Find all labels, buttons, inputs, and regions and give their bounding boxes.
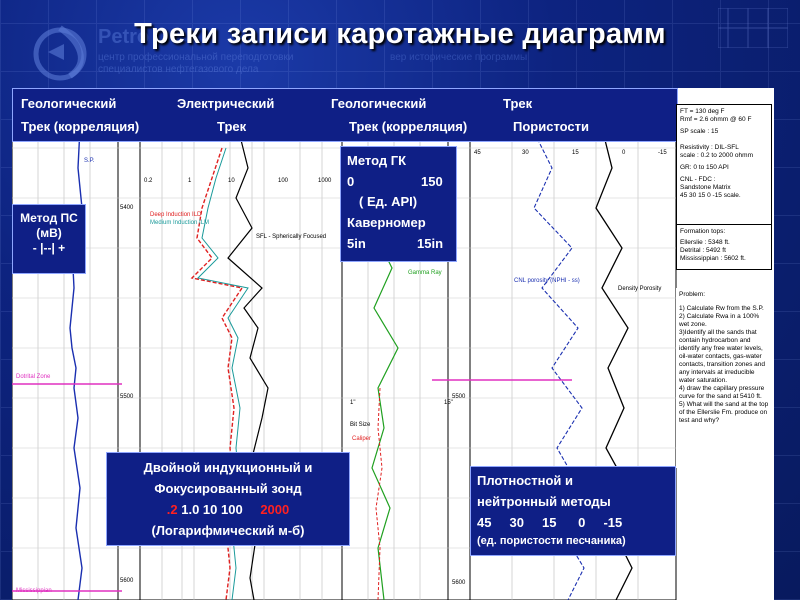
induction-line-2: Фокусированный зонд xyxy=(154,481,302,496)
info-line-8: Sandstone Matrix xyxy=(680,184,731,191)
scale-02: 0.2 xyxy=(144,178,153,184)
porosity-track-sub: Пористости xyxy=(513,119,590,134)
bit-size-label: Bit Size xyxy=(350,422,371,428)
info-line-4: Resistivity : DIL-SFL xyxy=(680,144,739,151)
detrital-zone-label: Dotrital Zone xyxy=(16,374,51,380)
info-line-9: 45 30 15 0 -15 scale. xyxy=(680,192,741,199)
gk-line-1: Метод ГК xyxy=(347,153,407,168)
geo-track-2-sub: Трек (корреляция) xyxy=(349,119,468,134)
scale-1: 1 xyxy=(188,178,192,184)
electric-track-sub: Трек xyxy=(217,119,247,134)
induction-callout xyxy=(106,452,350,546)
logo-text: Petro xyxy=(98,26,150,48)
ps-method-callout xyxy=(12,204,86,274)
depth-5500: 5500 xyxy=(120,394,134,400)
induction-scale-start: .2 xyxy=(166,502,178,517)
ps-line-2: (мВ) xyxy=(36,226,62,240)
gk-method-callout xyxy=(340,146,457,262)
mississippian-label: Mississippian xyxy=(16,588,52,594)
density-line-1: Плотностной и xyxy=(477,473,574,488)
geo-track-1-title: Геологический xyxy=(21,96,117,111)
problem-box xyxy=(676,288,772,468)
cnl-label: CNL porosity (NPHI - ss) xyxy=(514,278,580,284)
problem-2: 2) Calculate Rwa in a 100% wet zone. xyxy=(679,313,760,328)
logo-right-text: вер исторические программы xyxy=(390,52,528,63)
por-30: 30 xyxy=(522,150,529,156)
problem-5: 5) What will the sand at the top of the Ellerslie Fm. produce on test and why? xyxy=(679,401,769,424)
formation-mississippian: Mississippian : 5602 ft. xyxy=(680,255,746,262)
track-header xyxy=(12,88,678,142)
info-line-5: scale : 0.2 to 2000 ohmm xyxy=(680,152,753,159)
depth-5600: 5600 xyxy=(120,578,134,584)
por-0: 0 xyxy=(622,150,626,156)
induction-scale xyxy=(107,499,349,520)
por-15: 15 xyxy=(572,150,579,156)
slide-title: Треки записи каротажные диаграмм xyxy=(134,18,666,50)
depth-5400: 5400 xyxy=(120,205,134,211)
porosity-track-title: Трек xyxy=(503,96,533,111)
por-45: 45 xyxy=(474,150,481,156)
problem-3: 3)Identify all the sands that contain hydrocarbon and identify any free water levels, oil-water contacts, gas-water contacts, transition zones and any intervals at irreducible water saturation. xyxy=(679,329,765,384)
gamma-ray-label: Gamma Ray xyxy=(408,270,442,276)
info-line-3: SP scale : 15 xyxy=(680,128,719,135)
sp-curve xyxy=(70,128,82,600)
formation-detrital: Detrital : 5492 ft xyxy=(680,247,726,254)
info-line-2: Rmf = 2.6 ohmm @ 60 F xyxy=(680,116,752,123)
density-line-4: (ед. пористости песчаника) xyxy=(477,535,626,547)
electric-track-title: Электрический xyxy=(177,96,275,111)
depth-5600-right: 5600 xyxy=(452,580,466,586)
info-line-1: FT = 130 deg F xyxy=(680,108,725,115)
induction-scale-end: 2000 xyxy=(260,502,290,517)
scale-10: 10 xyxy=(228,178,235,184)
formation-tops-title: Formation tops: xyxy=(680,228,726,235)
scale-100: 100 xyxy=(278,178,289,184)
sp-label: S.P. xyxy=(84,158,95,164)
gk-line-5a: 5in xyxy=(347,236,366,251)
por-minus-15: -15 xyxy=(658,150,667,156)
problem-1: 1) Calculate Rw from the S.P. xyxy=(679,305,764,312)
ps-line-1: Метод ПС xyxy=(20,211,78,225)
bit-15-label: 15" xyxy=(444,400,453,406)
deep-induction-label: Deep Induction ILD xyxy=(150,212,202,218)
depth-5500-right: 5500 xyxy=(452,394,466,400)
caliper-curve xyxy=(376,388,382,600)
ps-line-3: - |--| + xyxy=(32,241,66,255)
gk-line-4: Каверномер xyxy=(347,215,426,230)
geo-track-1-sub: Трек (корреляция) xyxy=(21,119,140,134)
gk-line-2a: 0 xyxy=(347,174,355,189)
density-neutron-callout xyxy=(470,466,676,556)
formation-ellerslie: Ellerslie : 5348 ft. xyxy=(680,239,730,246)
induction-line-1: Двойной индукционный и xyxy=(143,460,313,475)
problem-title: Problem: xyxy=(679,291,706,298)
induction-line-4: (Логарифмический м-б) xyxy=(151,523,305,538)
formation-tops-box xyxy=(676,224,772,270)
gk-line-3: ( Ед. API) xyxy=(359,194,418,209)
sfl-label: SFL - Spherically Focused xyxy=(256,234,327,240)
bit-1-label: 1" xyxy=(350,400,356,406)
density-scale: 45 30 15 0 -15 xyxy=(477,515,623,530)
density-line-2: нейтронный методы xyxy=(477,494,611,509)
scale-1000: 1000 xyxy=(318,178,332,184)
info-line-7: CNL - FDC : xyxy=(680,176,716,183)
logo-subtitle: центр профессиональной переподготовки специалистов нефтегазового дела xyxy=(98,52,294,75)
density-porosity-label: Density Porosity xyxy=(618,286,662,292)
problem-4: 4) draw the capillary pressure curve for the sand at 5410 ft. xyxy=(679,385,765,400)
gk-line-5b: 15in xyxy=(417,236,444,251)
geo-track-2-title: Геологический xyxy=(331,96,427,111)
info-line-6: GR: 0 to 150 API xyxy=(680,164,729,171)
induction-scale-mid: 1.0 10 100 xyxy=(181,502,243,517)
gk-line-2b: 150 xyxy=(421,174,443,189)
medium-induction-label: Medium Induction ILM xyxy=(150,220,210,226)
caliper-label: Caliper xyxy=(352,436,372,442)
